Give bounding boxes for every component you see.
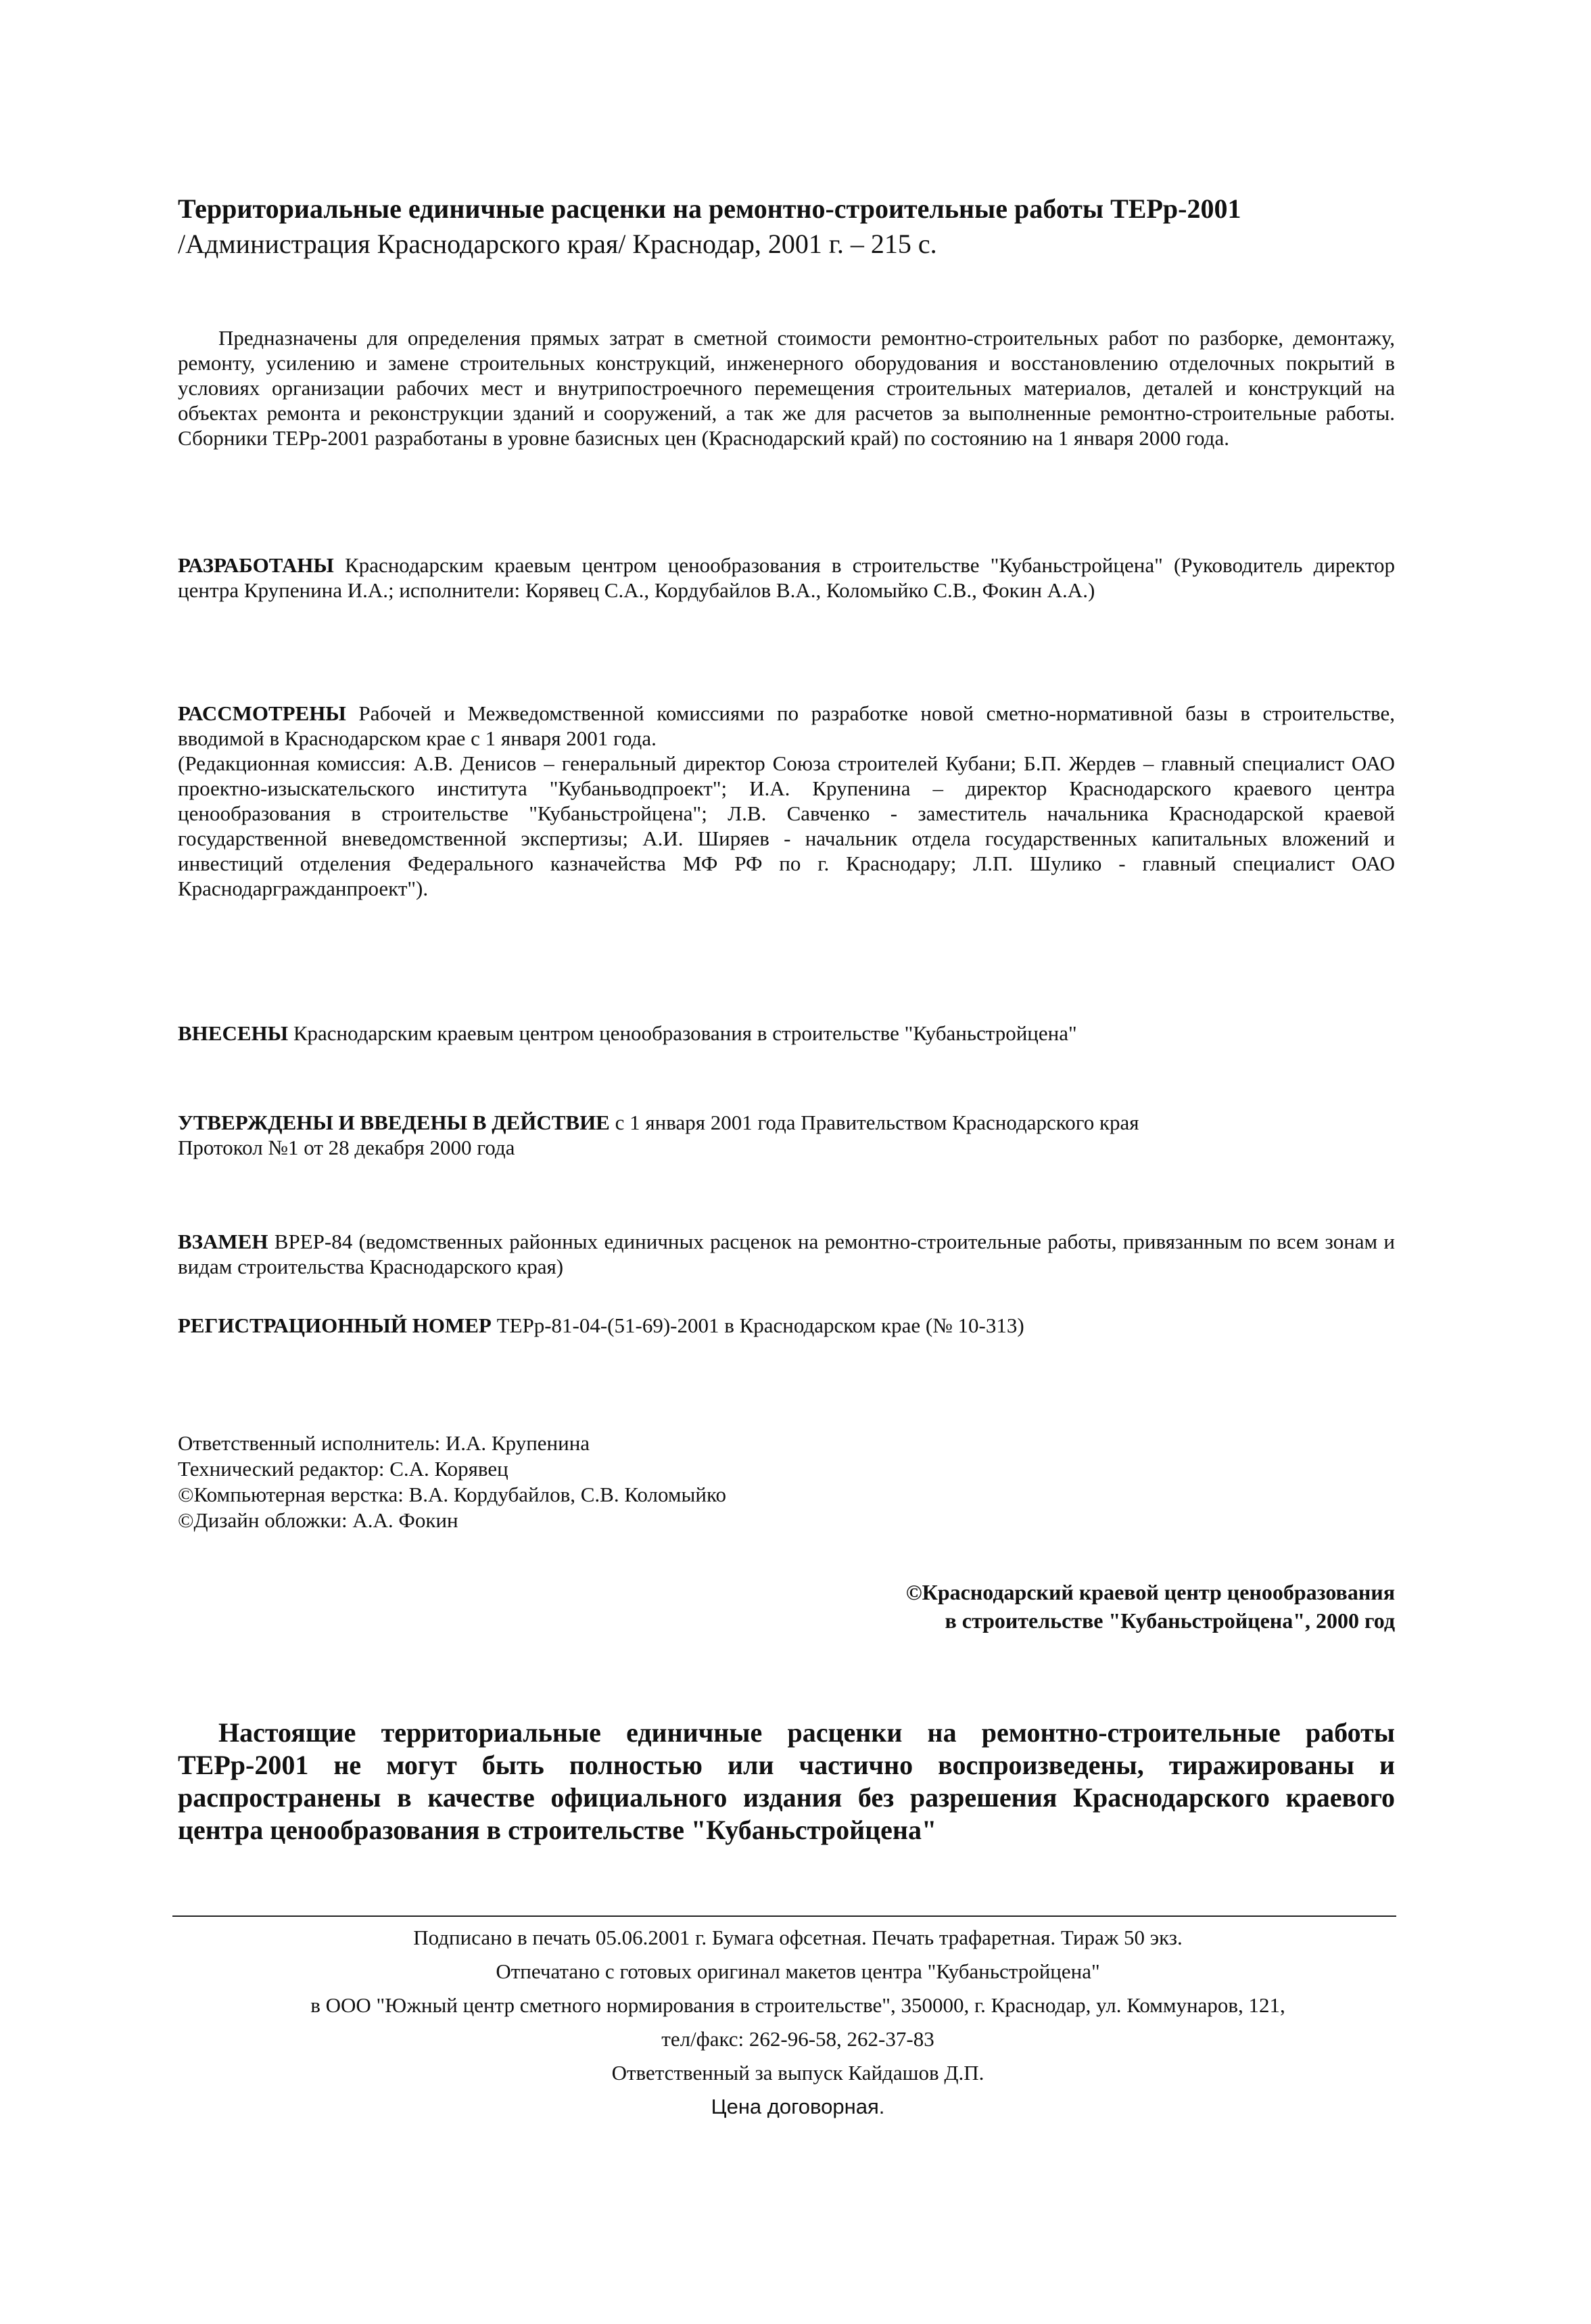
introduced-text: Краснодарским краевым центром ценообразования в строительстве "Кубаньстройцена" [288,1021,1077,1045]
approved-text: с 1 января 2001 года Правительством Краснодарского края [609,1111,1139,1134]
imprint-line: тел/факс: 262-96-58, 262-37-83 [661,2027,934,2051]
intro-paragraph: Предназначены для определения прямых затрат в сметной стоимости ремонтно-строительных работ по разборке, демонтажу, ремонту, усилению и замене строительных конструкций, инженерного оборудования и восстановлению отделочных покрытий в условиях организации рабочих мест и внутрипостроечного перемещения строительных материалов, деталей и конструкций на объектах ремонта и реконструкции зданий и сооружений, а так же для расчетов за выполненные ремонтно-строительные работы. Сборники ТЕРр-2001 разработаны в уровне базисных цен (Краснодарский край) по состоянию на 1 января 2000 года. [178,326,1395,450]
developed-label: РАЗРАБОТАНЫ [178,553,334,577]
reviewed-label: РАССМОТРЕНЫ [178,701,346,725]
introduced-section [178,1021,1395,1046]
replaces-section [178,1229,1395,1279]
imprint-line: в ООО "Южный центр сметного нормирования в строительстве", 350000, г. Краснодар, ул. Коммунаров, 121, [310,1993,1285,2017]
approved-section [178,1110,1395,1160]
developed-text: Краснодарским краевым центром ценообразования в строительстве "Кубаньстройцена" (Руководитель директор центра Крупенина И.А.; исполнители: Корявец С.А., Кордубайлов В.А., Коломыйко С.В., Фокин А.А.) [178,553,1395,602]
reviewed-commission: (Редакционная комиссия: А.В. Денисов – генеральный директор Союза строителей Кубани; Б.П. Жердев – главный специалист ОАО проектно-изыскательского института "Кубаньводпроект"; И.А. Крупенина – директор Краснодарского краевого центра ценообразования в строительстве "Кубаньстройцена"; Л.В. Савченко - заместитель начальника Краснодарской краевой государственной вневедомственной экспертизы; А.И. Ширяев - начальник отдела государственных капитальных вложений и инвестиций отделения Федерального казначейства МФ РФ по г. Краснодару; Л.П. Шулико - главный специалист ОАО Краснодаргражданпроект"). [178,751,1395,900]
credit-line: ©Дизайн обложки: А.А. Фокин [178,1508,458,1532]
price-note: Цена договорная. [711,2095,885,2118]
copyright-block [906,1578,1395,1635]
divider [172,1915,1396,1917]
reproduction-notice: Настоящие территориальные единичные расценки на ремонтно-строительные работы ТЕРр-2001 не могут быть полностью или частично воспроизведены, тиражированы и распространены в качестве официального издания без разрешения Краснодарского краевого центра ценообразования в строительстве "Кубаньстройцена" [178,1717,1395,1845]
document-title: Территориальные единичные расценки на ремонтно-строительные работы ТЕРр-2001 [178,193,1241,224]
registration-section [178,1313,1395,1338]
copyright-line: в строительстве "Кубаньстройцена", 2000 год [945,1608,1395,1633]
reviewed-text: Рабочей и Межведомственной комиссиями по разработке новой сметно-нормативной базы в строительстве, вводимой в Краснодарском крае с 1 января 2001 года. [178,701,1395,750]
credit-line: Технический редактор: С.А. Корявец [178,1457,508,1481]
introduced-label: ВНЕСЕНЫ [178,1021,289,1045]
registration-text: ТЕРр-81-04-(51-69)-2001 в Краснодарском крае (№ 10-313) [491,1314,1024,1337]
replaces-label: ВЗАМЕН [178,1230,268,1253]
document-subtitle: /Администрация Краснодарского края/ Краснодар, 2001 г. – 215 с. [178,229,937,259]
credits-list [178,1431,1395,1533]
approved-protocol: Протокол №1 от 28 декабря 2000 года [178,1136,515,1159]
document-header [178,191,1395,262]
replaces-text: ВРЕР-84 (ведомственных районных единичных расценок на ремонтно-строительные работы, привязанным по всем зонам и видам строительства Краснодарского края) [178,1230,1395,1278]
imprint-line: Подписано в печать 05.06.2001 г. Бумага офсетная. Печать трафаретная. Тираж 50 экз. [413,1926,1183,1949]
imprint-line: Отпечатано с готовых оригинал макетов центра "Кубаньстройцена" [496,1959,1100,1983]
approved-label: УТВЕРЖДЕНЫ И ВВЕДЕНЫ В ДЕЙСТВИЕ [178,1111,610,1134]
reviewed-section [178,701,1395,901]
credit-line: Ответственный исполнитель: И.А. Крупенина [178,1431,590,1455]
credit-line: ©Компьютерная верстка: В.А. Кордубайлов, С.В. Коломыйко [178,1483,726,1506]
registration-label: РЕГИСТРАЦИОННЫЙ НОМЕР [178,1314,492,1337]
imprint-block [135,1921,1461,2124]
imprint-line: Ответственный за выпуск Кайдашов Д.П. [611,2061,984,2085]
developed-section [178,553,1395,603]
copyright-line: ©Краснодарский краевой центр ценообразования [905,1580,1395,1604]
